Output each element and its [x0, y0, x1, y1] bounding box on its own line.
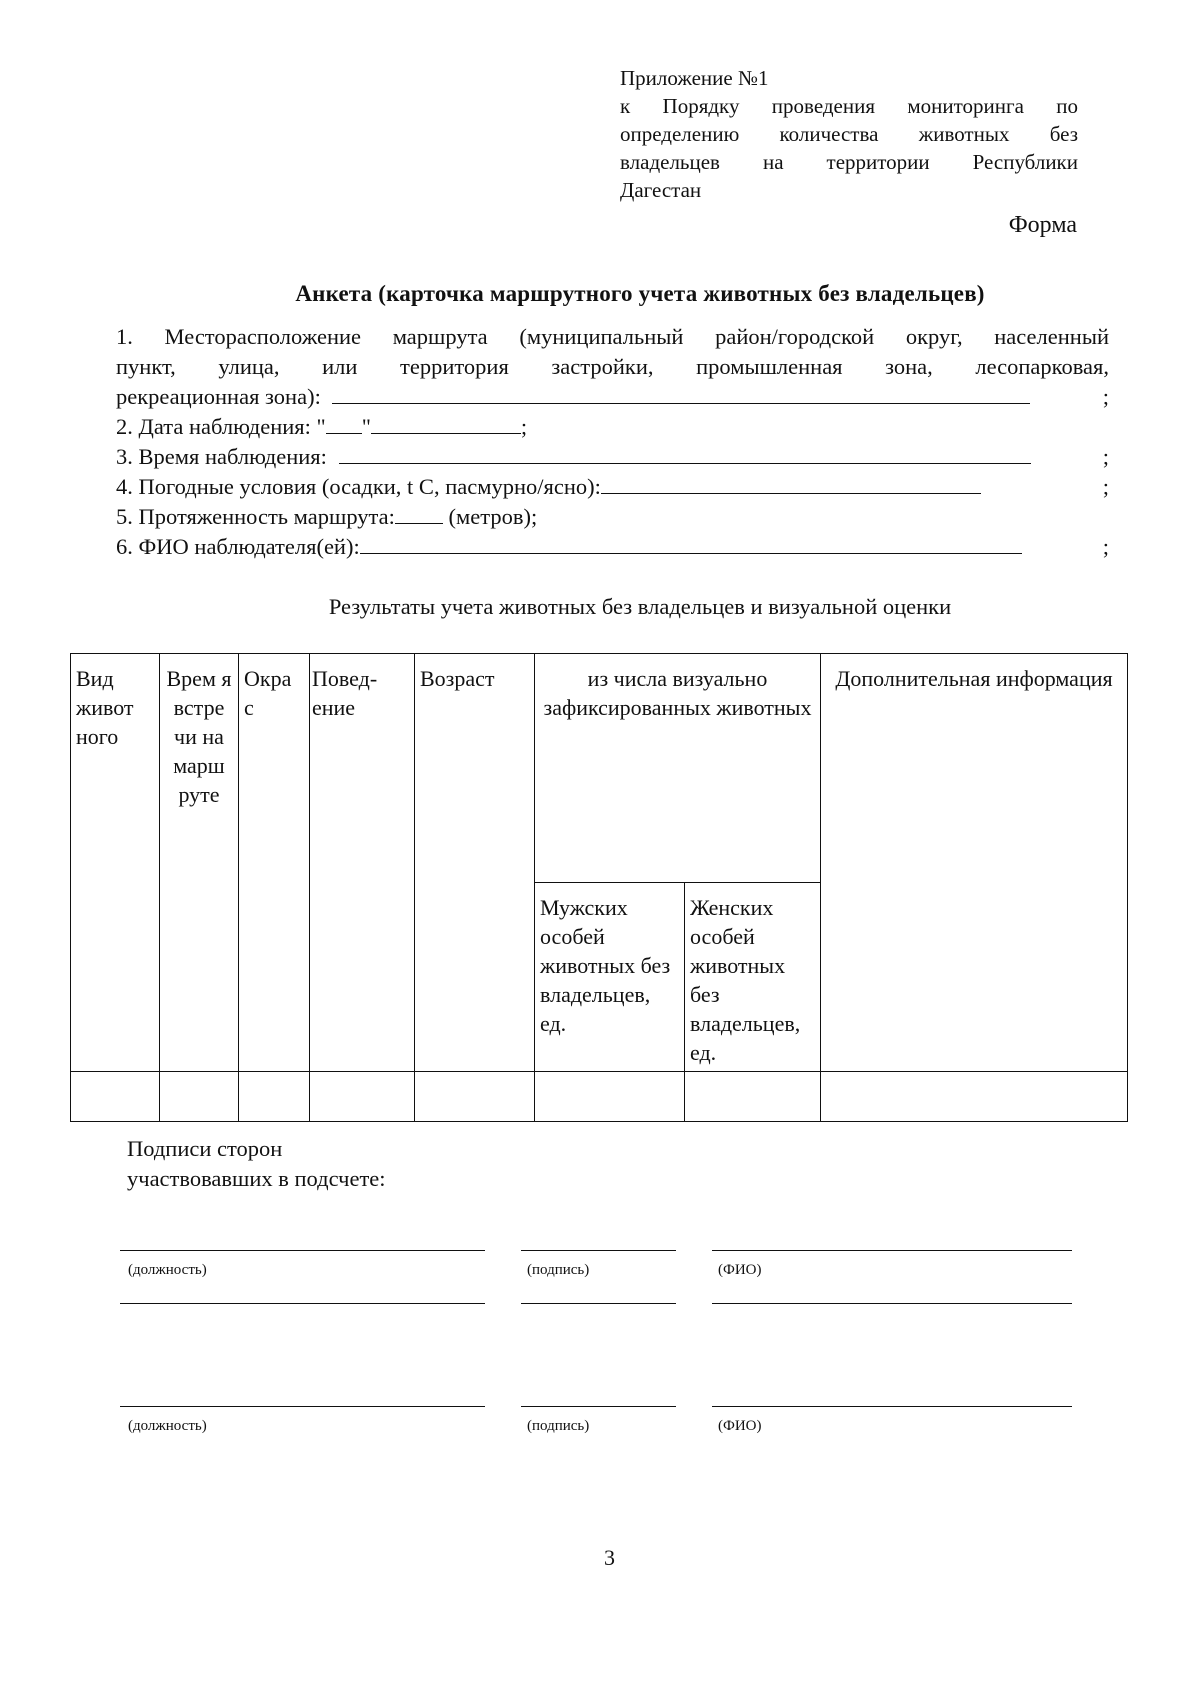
- appendix-line-1: Приложение №1: [620, 66, 769, 90]
- header-behavior: Повед- ение: [310, 654, 415, 1072]
- appendix-header: [620, 64, 1078, 204]
- divider-line: [712, 1303, 1072, 1304]
- form-label: Форма: [1008, 212, 1077, 238]
- field-5-input-line[interactable]: [395, 503, 443, 524]
- cell-behavior[interactable]: [310, 1072, 415, 1122]
- field-6-label: 6. ФИО наблюдателя(ей):: [116, 534, 360, 559]
- header-female: Женских особей животных без владельцев, ед.: [685, 883, 821, 1072]
- cell-female[interactable]: [685, 1072, 821, 1122]
- field-1-line-3: [116, 382, 1109, 412]
- semicolon: ;: [1102, 534, 1109, 559]
- field-4-label: 4. Погодные условия (осадки, t С, пасмурно/ясно):: [116, 474, 601, 499]
- field-1-label: рекреационная зона):: [116, 384, 321, 409]
- field-2-month-line[interactable]: [371, 413, 521, 434]
- document-title: Анкета (карточка маршрутного учета животных без владельцев): [295, 281, 985, 306]
- cell-age[interactable]: [415, 1072, 535, 1122]
- appendix-line-5: Дагестан: [620, 178, 702, 202]
- signature-label-2: (подпись): [527, 1418, 590, 1434]
- header-species: Вид живот ного: [71, 654, 160, 1072]
- header-color: Окра с: [239, 654, 310, 1072]
- fio-line-2[interactable]: [712, 1406, 1072, 1407]
- header-extra: Дополнительная информация: [821, 654, 1128, 1072]
- fio-label-2: (ФИО): [718, 1418, 762, 1434]
- signature-line-1[interactable]: [521, 1250, 676, 1251]
- semicolon: ;: [1102, 474, 1109, 499]
- page-number: 3: [604, 1545, 615, 1570]
- position-line-1[interactable]: [120, 1250, 485, 1251]
- position-label-2: (должность): [128, 1418, 207, 1434]
- signatures-line-2: участвовавших в подсчете:: [127, 1166, 386, 1191]
- header-time: Врем я встре чи на марш руте: [160, 654, 239, 1072]
- cell-species[interactable]: [71, 1072, 160, 1122]
- cell-male[interactable]: [535, 1072, 685, 1122]
- field-5-unit: (метров);: [448, 504, 538, 529]
- semicolon: ;: [1102, 444, 1109, 469]
- field-1-line-2: пункт, улица, или территория застройки, промышленная зона, лесопарковая,: [116, 354, 1109, 379]
- field-3: [116, 442, 1109, 472]
- divider-line: [120, 1303, 485, 1304]
- appendix-line-3: определению количества животных без: [620, 122, 1078, 146]
- results-table: [70, 653, 1128, 1122]
- header-male: Мужских особей животных без владельцев, ед.: [535, 883, 685, 1072]
- header-visual: из числа визуально зафиксированных животных: [535, 654, 821, 883]
- fio-label-1: (ФИО): [718, 1262, 762, 1278]
- position-label-1: (должность): [128, 1262, 207, 1278]
- semicolon: ;: [1102, 384, 1109, 409]
- field-2: [116, 412, 1109, 442]
- position-line-2[interactable]: [120, 1406, 485, 1407]
- field-4-input-line[interactable]: [601, 473, 981, 494]
- table-row: [71, 1072, 1128, 1122]
- field-6: [116, 532, 1109, 562]
- field-1-line-1: 1. Месторасположение маршрута (муниципальный район/городской округ, населенный: [116, 324, 1109, 349]
- field-5-label: 5. Протяженность маршрута:: [116, 504, 395, 529]
- cell-time[interactable]: [160, 1072, 239, 1122]
- field-3-label: 3. Время наблюдения:: [116, 444, 327, 469]
- signature-label-1: (подпись): [527, 1262, 590, 1278]
- form-fields: [116, 322, 1109, 562]
- cell-extra[interactable]: [821, 1072, 1128, 1122]
- semicolon: ;: [520, 414, 528, 439]
- field-6-input-line[interactable]: [360, 533, 1022, 554]
- field-1-input-line[interactable]: [332, 383, 1030, 404]
- signature-line-2[interactable]: [521, 1406, 676, 1407]
- signatures-line-1: Подписи сторон: [127, 1136, 283, 1161]
- field-2-day-line[interactable]: [326, 413, 362, 434]
- field-2-label: 2. Дата наблюдения: ": [116, 414, 326, 439]
- field-4: [116, 472, 1109, 502]
- appendix-line-4: владельцев на территории Республики: [620, 150, 1078, 174]
- field-2-quote: ": [361, 414, 371, 439]
- fio-line-1[interactable]: [712, 1250, 1072, 1251]
- results-title: Результаты учета животных без владельцев и визуальной оценки: [328, 594, 952, 619]
- field-3-input-line[interactable]: [339, 443, 1031, 464]
- signatures-heading: [127, 1134, 386, 1194]
- divider-line: [521, 1303, 676, 1304]
- appendix-line-2: к Порядку проведения мониторинга по: [620, 94, 1078, 118]
- header-age: Возраст: [415, 654, 535, 1072]
- cell-color[interactable]: [239, 1072, 310, 1122]
- field-5: [116, 502, 1109, 532]
